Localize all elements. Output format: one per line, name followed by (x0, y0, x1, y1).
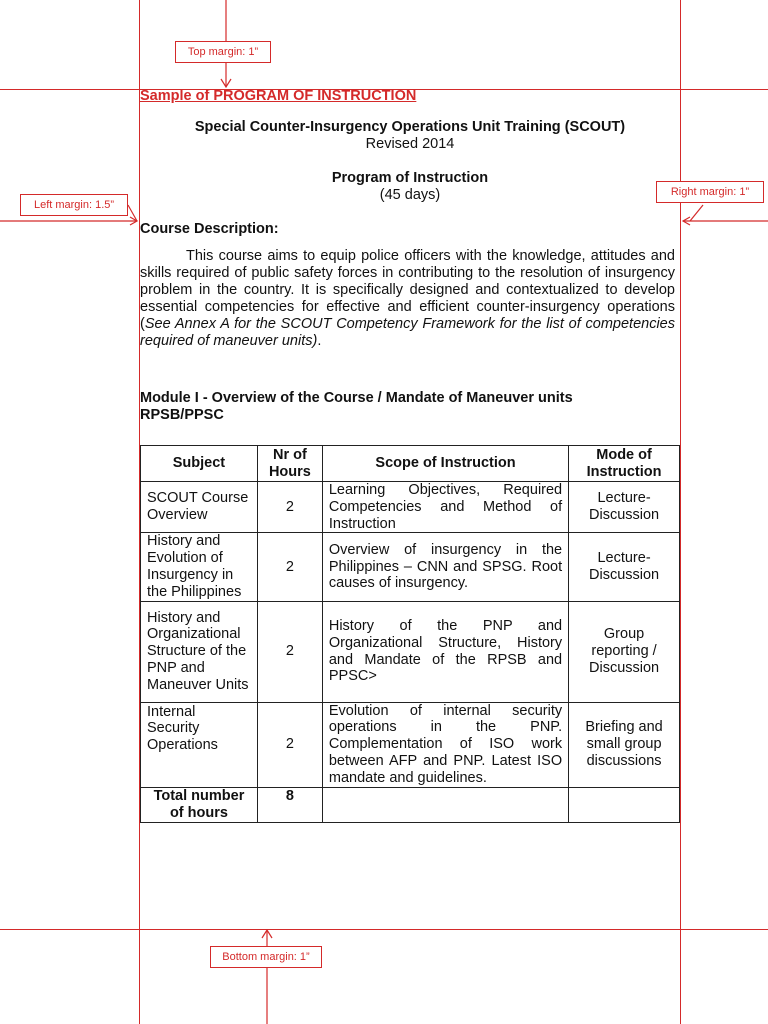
total-scope (322, 787, 568, 822)
right-margin-label: Right margin: 1” (656, 181, 764, 203)
cell-mode: Lecture-Discussion (569, 482, 680, 533)
module-heading: Module I - Overview of the Course / Mandate of Maneuver units RPSB/PPSC (140, 390, 573, 423)
cell-mode: Lecture-Discussion (569, 533, 680, 601)
revision-label: Revised 2014 (365, 136, 455, 152)
header-mode: Mode of Instruction (569, 446, 680, 482)
header-scope: Scope of Instruction (322, 446, 568, 482)
cell-hours: 2 (257, 533, 322, 601)
cell-subject: History and Organizational Structure of the PNP and Maneuver Units (141, 601, 258, 702)
table-total-row (141, 787, 680, 822)
cell-hours: 2 (257, 702, 322, 787)
cell-scope: Evolution of internal security operations in the PNP. Complementation of ISO work between AFP and PNP. Latest ISO mandate and guidelines. (322, 702, 568, 787)
cell-scope: Overview of insurgency in the Philippines – CNN and SPSG. Root causes of insurgency. (322, 533, 568, 601)
sample-title: Sample of PROGRAM OF INSTRUCTION (140, 88, 417, 104)
left-margin-label: Left margin: 1.5” (20, 194, 128, 216)
bottom-margin-line (0, 929, 768, 930)
top-arrow-head (221, 79, 231, 87)
cell-subject: SCOUT Course Overview (141, 482, 258, 533)
cell-hours: 2 (257, 482, 322, 533)
bottom-arrow-head (262, 930, 272, 938)
table-wrapper (140, 445, 680, 823)
table-row (141, 702, 680, 787)
course-title: Special Counter-Insurgency Operations Unit Training (SCOUT) (194, 119, 626, 135)
right-margin-line (680, 0, 681, 1024)
right-arrow-head (683, 217, 690, 225)
cell-scope: Learning Objectives, Required Competencies and Method of Instruction (322, 482, 568, 533)
cell-hours: 2 (257, 601, 322, 702)
description-end: . (317, 333, 322, 349)
cell-scope: History of the PNP and Organizational Structure, History and Mandate of the RPSB and PPSC> (322, 601, 568, 702)
cell-subject: History and Evolution of Insurgency in the Philippines (141, 533, 258, 601)
course-description (140, 248, 675, 350)
table-row (141, 533, 680, 601)
bottom-margin-label: Bottom margin: 1” (210, 946, 322, 968)
left-arrow-head (130, 217, 137, 225)
cell-mode: Briefing and small group discussions (569, 702, 680, 787)
header-subject: Subject (141, 446, 258, 482)
cell-subject: Internal Security Operations (141, 702, 258, 787)
cell-mode: Group reporting / Discussion (569, 601, 680, 702)
program-heading: Program of Instruction (331, 170, 489, 186)
description-italic: See Annex A for the SCOUT Competency Framework for the list of competencies required of maneuver units) (140, 316, 675, 349)
table-header-row (141, 446, 680, 482)
duration-label: (45 days) (379, 187, 441, 203)
table-row (141, 482, 680, 533)
left-margin-arrow (128, 205, 137, 221)
program-table (140, 445, 680, 823)
total-mode (569, 787, 680, 822)
table-row (141, 601, 680, 702)
total-label: Total number of hours (141, 787, 258, 822)
top-margin-label: Top margin: 1” (175, 41, 271, 63)
total-hours: 8 (257, 787, 322, 822)
header-hours: Nr of Hours (257, 446, 322, 482)
course-description-heading: Course Description: (140, 221, 279, 237)
description-text: This course aims to equip police officers with the knowledge, attitudes and skills required of public safety forces in contributing to the resolution of insurgency problem in the country. It is specifically designed and contextualized to develop essential competencies for effective and efficient counter-insurgency operations ( (140, 248, 675, 332)
